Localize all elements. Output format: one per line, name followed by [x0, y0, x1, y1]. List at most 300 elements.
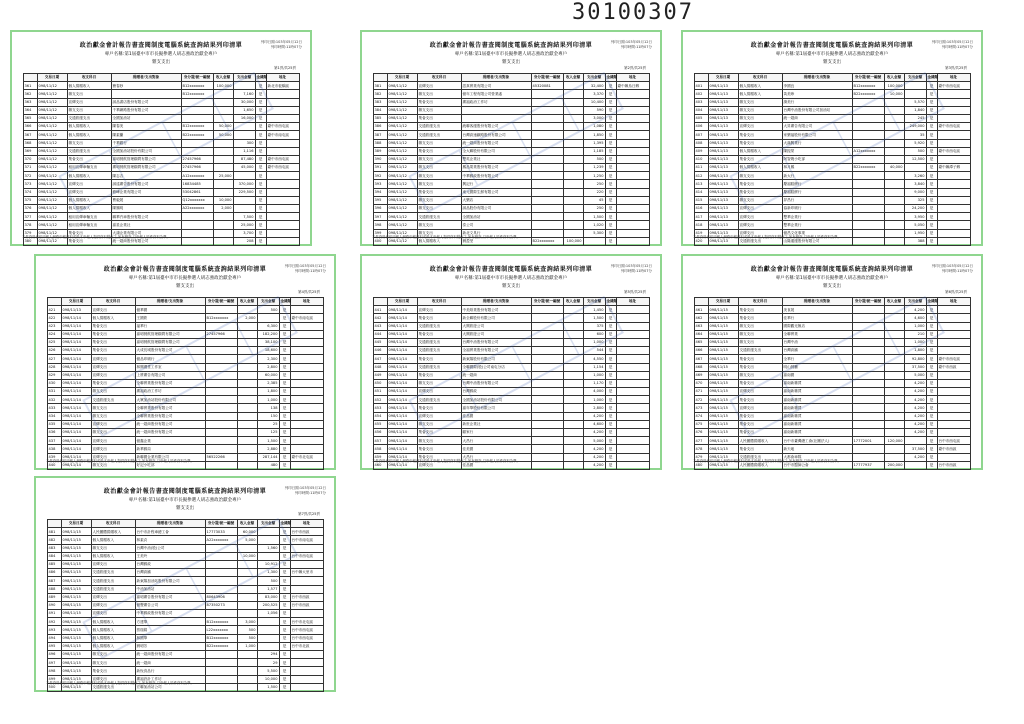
table-cell: 宣傳支出 [738, 213, 782, 221]
table-cell: 098/11/15 [61, 560, 91, 568]
table-cell: 個人捐贈收入 [67, 172, 111, 180]
table-cell: 431 [47, 388, 61, 396]
table-cell: 宣傳支出 [417, 461, 461, 469]
table-cell: 集會支出 [91, 667, 135, 675]
table-cell: 098/11/14 [61, 363, 91, 371]
column-header [694, 298, 708, 306]
table-cell: 393 [373, 180, 387, 188]
table-cell: 463 [694, 322, 708, 330]
table-row [23, 147, 299, 155]
table-cell: 461 [694, 306, 708, 314]
table-cell: 383 [373, 98, 387, 106]
table-cell [937, 131, 970, 139]
table-row [47, 412, 323, 420]
table-cell: 集會支出 [67, 155, 111, 163]
table-cell: 098/11/14 [387, 314, 417, 322]
column-header: 身分證/統一編號 [852, 74, 884, 82]
table-cell: 阿智燒小吃部 [782, 155, 852, 163]
table-cell [181, 237, 213, 245]
table-cell [884, 123, 904, 131]
table-cell: 佳美國 [461, 445, 531, 453]
table-header-row [373, 298, 649, 306]
table-cell [563, 396, 583, 404]
table-cell [616, 363, 649, 371]
table-cell [290, 330, 323, 338]
page-indicator: 第2頁/共25頁 [624, 66, 646, 70]
table-cell: 新世企業社 [461, 420, 531, 428]
table-cell: 大眾加油站股份有限公司 [135, 396, 205, 404]
table-row [373, 355, 649, 363]
table-cell: 098/11/14 [387, 363, 417, 371]
table-cell: 464 [694, 330, 708, 338]
table-cell: 個人捐贈收入 [91, 618, 135, 626]
table-cell: 集會支出 [738, 396, 782, 404]
table-cell: 個人捐贈收入 [67, 123, 111, 131]
table-cell [616, 106, 649, 114]
table-cell: 56522266 [205, 453, 237, 461]
table-cell: 098/11/14 [61, 437, 91, 445]
table-cell [937, 412, 970, 420]
table-cell [237, 404, 257, 412]
table-cell: 臺中縣潭子鄉 [937, 164, 970, 172]
table-cell: 32,400 [583, 82, 605, 90]
table-cell: 集會支出 [417, 188, 461, 196]
table-cell: 87350273 [205, 601, 237, 609]
table-cell: 466 [694, 347, 708, 355]
table-cell: 100,000 [884, 82, 904, 90]
table-cell: 500 [257, 306, 279, 314]
table-cell: B12xxxxxxx [205, 634, 237, 642]
table-cell [852, 306, 884, 314]
table-cell: 098/11/15 [61, 585, 91, 593]
table-cell: 協新印刷行 [782, 205, 852, 213]
table-cell [213, 164, 233, 172]
table-cell: 5,300 [583, 229, 605, 237]
table-cell [904, 437, 926, 445]
table-cell: 220 [583, 188, 605, 196]
table-cell: 428 [47, 363, 61, 371]
table-row [373, 437, 649, 445]
table-cell: 1,500 [583, 213, 605, 221]
table-cell [237, 544, 257, 552]
table-cell: 中油加油站 [135, 585, 205, 593]
table-cell [205, 560, 237, 568]
table-cell: 2,800 [257, 363, 279, 371]
table-cell: 388 [904, 237, 926, 245]
table-cell: 098/11/14 [387, 322, 417, 330]
table-cell [884, 172, 904, 180]
document-number: 30100307 [572, 0, 694, 25]
table-cell: Q12xxxxxxx [181, 196, 213, 204]
table-cell: 廣明餐飲管理顧問有限公司 [111, 164, 181, 172]
table-cell: 361 [23, 82, 37, 90]
table-cell: 2,800 [583, 404, 605, 412]
table-cell: 458 [373, 445, 387, 453]
table-cell: 雜支支出 [738, 338, 782, 346]
table-cell [205, 577, 237, 585]
table-cell: 是 [279, 585, 290, 593]
column-header: 捐贈者/支出對象 [461, 74, 531, 82]
table-cell: 宏聯加油站公司 [135, 683, 205, 691]
column-header: 身分證/統一編號 [205, 520, 237, 528]
table-cell: 宣傳支出 [738, 221, 782, 229]
sheet-subtitle: 專戶名稱:第1屆臺中市市長擬參選人胡志強政治獻金專戶 [454, 276, 568, 281]
table-cell: 325 [904, 196, 926, 204]
table-cell: 4,200 [583, 453, 605, 461]
table-cell: 是 [926, 396, 937, 404]
table-cell: 10,000 [257, 675, 279, 683]
table-cell [852, 420, 884, 428]
table-cell: 406 [694, 123, 708, 131]
table-cell: 交通旅運支出 [67, 147, 111, 155]
table-row [373, 147, 649, 155]
table-cell [884, 114, 904, 122]
table-cell [563, 172, 583, 180]
table-cell: 是 [255, 139, 266, 147]
table-cell: 395 [373, 196, 387, 204]
column-header: 支出金額 [583, 298, 605, 306]
table-cell: 098/11/15 [708, 371, 738, 379]
table-cell: 是 [926, 188, 937, 196]
table-cell: 全國加油站股份有限公司 [111, 147, 181, 155]
table-header-row [23, 74, 299, 82]
table-cell: 中華郵政股份有限公司 [461, 172, 531, 180]
table-cell [181, 114, 213, 122]
table-cell: 宣傳支出 [91, 371, 135, 379]
table-cell [563, 164, 583, 172]
table-cell: 台灣中油(股)公司 [135, 544, 205, 552]
table-cell [233, 82, 255, 90]
table-cell: 500 [904, 147, 926, 155]
table-cell [563, 420, 583, 428]
table-cell [290, 445, 323, 453]
table-cell: 慶福糕餅行 [782, 180, 852, 188]
table-cell: 098/11/15 [708, 445, 738, 453]
table-cell [937, 237, 970, 245]
table-cell: 379 [23, 229, 37, 237]
table-cell [205, 585, 237, 593]
page-indicator: 第3頁/共25頁 [945, 66, 967, 70]
sheet-section: 雜支支出 [152, 60, 170, 65]
print-meta [285, 486, 326, 496]
table-cell: 1,300 [257, 569, 279, 577]
table-cell [237, 683, 257, 691]
table-row [694, 379, 970, 387]
table-row [23, 221, 299, 229]
table-cell [290, 371, 323, 379]
table-cell: 434 [47, 412, 61, 420]
print-time: 列印時間:11時07分 [620, 45, 652, 49]
table-cell: 個人捐贈收入 [91, 536, 135, 544]
table-cell: 雜支支出 [417, 196, 461, 204]
table-row [23, 98, 299, 106]
ledger-table [47, 519, 324, 692]
table-cell: 是 [926, 90, 937, 98]
table-cell: 25,000 [233, 221, 255, 229]
table-cell: 是 [926, 155, 937, 163]
table-cell: 098/11/14 [387, 388, 417, 396]
table-cell [290, 412, 323, 420]
table-cell [181, 147, 213, 155]
table-cell: 098/11/14 [387, 453, 417, 461]
table-row [373, 205, 649, 213]
table-cell: 是 [279, 552, 290, 560]
table-cell: 098/11/12 [37, 147, 67, 155]
table-cell: B12xxxxxxx [181, 82, 213, 90]
table-cell: 宣傳支出 [67, 180, 111, 188]
table-cell [205, 461, 237, 469]
print-time: 列印時間:11時07分 [294, 269, 326, 273]
table-cell [563, 314, 583, 322]
table-cell [237, 388, 257, 396]
table-cell: 雜支支出 [738, 114, 782, 122]
table-cell: 集會支出 [417, 330, 461, 338]
column-header: 收入金額 [884, 298, 904, 306]
table-cell: 365 [23, 114, 37, 122]
table-cell: 457 [373, 437, 387, 445]
table-cell: 集會支出 [67, 229, 111, 237]
table-cell: 林興禮堂工作室 [135, 363, 205, 371]
table-cell: 億華國 [135, 306, 205, 314]
table-row [694, 322, 970, 330]
table-cell: 423 [47, 322, 61, 330]
table-cell: 1,080 [583, 123, 605, 131]
table-cell: 1,154 [583, 363, 605, 371]
table-cell: 1,000 [583, 371, 605, 379]
table-cell: 是 [605, 106, 616, 114]
column-header: 支出金額 [257, 520, 279, 528]
table-cell [852, 155, 884, 163]
column-header: 收支科目 [738, 74, 782, 82]
table-cell: 098/11/14 [387, 306, 417, 314]
table-cell [205, 412, 237, 420]
table-cell: 台灣高鐵 [135, 569, 205, 577]
table-cell [852, 237, 884, 245]
table-cell [531, 164, 563, 172]
table-cell: B22xxxxxxx [852, 90, 884, 98]
table-cell [563, 196, 583, 204]
column-header: 身分證/統一編號 [852, 298, 884, 306]
table-cell: 404 [694, 106, 708, 114]
table-cell: 475 [694, 420, 708, 428]
table-cell: 是 [926, 445, 937, 453]
table-cell [257, 618, 279, 626]
ledger-table [694, 73, 971, 246]
table-cell: 287,144 [257, 453, 279, 461]
table-cell [884, 229, 904, 237]
table-cell: 600 [583, 330, 605, 338]
table-cell: 台中市西屯區 [290, 552, 323, 560]
table-cell: 嘉南國 [782, 371, 852, 379]
table-row [47, 618, 323, 626]
table-cell [266, 172, 299, 180]
table-cell: 租用宣傳車輛支出 [67, 213, 111, 221]
footnote: 本件資料係依申報人網路申報資料或紙本申報人提供資料製作之,如有錯誤,以申報人原件資料為準。 [693, 459, 841, 463]
table-cell: 是 [926, 196, 937, 204]
table-cell [616, 98, 649, 106]
ledger-table [23, 73, 300, 246]
table-cell: 個人捐贈收入 [738, 147, 782, 155]
table-cell: 是 [926, 98, 937, 106]
column-header: 收入金額 [563, 74, 583, 82]
table-row [694, 82, 970, 90]
table-cell: 381 [373, 82, 387, 90]
ledger-table [47, 297, 324, 470]
table-cell: 台中縣大里市 [290, 569, 323, 577]
table-cell: 億豐廣告公司 [135, 601, 205, 609]
table-cell: 92,800 [904, 355, 926, 363]
table-cell: 臺中市南屯區 [290, 314, 323, 322]
table-cell: 是 [605, 114, 616, 122]
column-header [23, 74, 37, 82]
table-cell: 489 [47, 593, 61, 601]
table-cell [937, 347, 970, 355]
table-cell: 台灣中油 [782, 338, 852, 346]
table-cell: 全聯國際(股)公司南屯分店 [461, 363, 531, 371]
table-cell: 482 [47, 536, 61, 544]
table-row [694, 147, 970, 155]
table-cell: 098/11/15 [61, 642, 91, 650]
table-cell: 098/11/12 [37, 237, 67, 245]
table-cell: 集會支出 [738, 363, 782, 371]
table-cell [205, 363, 237, 371]
table-cell [290, 429, 323, 437]
table-cell: 全聯實業股份有限公司 [135, 412, 205, 420]
table-cell: 367 [23, 131, 37, 139]
table-cell: 宣傳支出 [91, 437, 135, 445]
table-cell: 436 [47, 429, 61, 437]
table-cell [852, 355, 884, 363]
table-cell: 098/11/14 [61, 379, 91, 387]
table-cell [616, 371, 649, 379]
table-cell [205, 544, 237, 552]
table-cell [616, 237, 649, 245]
table-cell: 480 [257, 461, 279, 469]
table-cell: 是 [605, 388, 616, 396]
print-date: 列印日期:103年05月12日 [284, 486, 326, 490]
table-cell: 439 [47, 453, 61, 461]
table-cell: 387 [373, 131, 387, 139]
table-cell: 098/11/14 [61, 404, 91, 412]
table-cell: 50,000 [213, 123, 233, 131]
table-cell: 集會支出 [738, 180, 782, 188]
column-header: 收入金額 [213, 74, 233, 82]
table-cell: 交通旅運支出 [417, 213, 461, 221]
table-cell: 是 [605, 347, 616, 355]
table-cell: 125 [257, 429, 279, 437]
table-cell: 465 [694, 338, 708, 346]
table-cell: 是 [279, 338, 290, 346]
table-cell: 098/11/12 [37, 155, 67, 163]
table-cell: 098/11/14 [387, 429, 417, 437]
table-header-row [694, 74, 970, 82]
table-cell: 是 [926, 371, 937, 379]
table-cell: 3,000 [237, 618, 257, 626]
table-cell [237, 322, 257, 330]
table-cell: 468 [694, 363, 708, 371]
table-cell [616, 139, 649, 147]
table-cell: 嘉南新雜貨 [782, 429, 852, 437]
table-cell: 雜支支出 [738, 98, 782, 106]
table-row [373, 322, 649, 330]
table-cell: 098/11/15 [708, 453, 738, 461]
table-cell: 098/11/13 [708, 106, 738, 114]
table-cell: 417 [694, 213, 708, 221]
table-cell: 402 [694, 90, 708, 98]
table-cell: 宣傳支出 [91, 445, 135, 453]
table-cell: 簡春妙 [111, 82, 181, 90]
table-row [23, 131, 299, 139]
table-cell: 鳳品果業股份有限公司 [461, 164, 531, 172]
table-cell: 是 [255, 114, 266, 122]
table-row [694, 221, 970, 229]
table-cell [237, 577, 257, 585]
table-cell [266, 114, 299, 122]
sheet-section: 雜支支出 [502, 60, 520, 65]
table-cell: 宣傳支出 [91, 420, 135, 428]
table-cell: 495 [47, 642, 61, 650]
table-cell: 佳品國 [461, 461, 531, 469]
table-row [23, 205, 299, 213]
table-cell [237, 453, 257, 461]
table-cell: 集會支出 [738, 314, 782, 322]
table-cell: 新全聯股份有限公司 [461, 314, 531, 322]
table-cell: 集會支出 [417, 314, 461, 322]
table-cell: 384 [373, 106, 387, 114]
table-cell: 412 [694, 172, 708, 180]
table-cell [937, 404, 970, 412]
table-row [47, 585, 323, 593]
sheet-section: 雜支支出 [823, 60, 841, 65]
table-cell [266, 139, 299, 147]
table-row [47, 610, 323, 618]
table-cell: 是 [926, 330, 937, 338]
table-cell: 477 [694, 437, 708, 445]
table-cell: 098/11/12 [37, 90, 67, 98]
table-cell: 興記行 [461, 180, 531, 188]
table-cell: 9,000 [904, 188, 926, 196]
table-cell: 10,912 [257, 560, 279, 568]
table-cell [937, 229, 970, 237]
report-sheet [681, 254, 983, 470]
table-cell: 37,500 [904, 445, 926, 453]
table-cell: 集會支出 [417, 114, 461, 122]
table-row [23, 139, 299, 147]
table-cell: 是 [605, 98, 616, 106]
table-cell [237, 601, 257, 609]
table-cell: 是 [926, 388, 937, 396]
table-cell [237, 379, 257, 387]
table-cell: 好記小吃部 [135, 461, 205, 469]
table-cell [563, 379, 583, 387]
table-cell [937, 106, 970, 114]
table-cell: 3,840 [904, 180, 926, 188]
table-cell: 448 [373, 363, 387, 371]
column-header: 交易日期 [387, 74, 417, 82]
table-cell [237, 659, 257, 667]
table-cell: 是 [279, 412, 290, 420]
table-cell: 53042861 [181, 188, 213, 196]
table-cell: 是 [605, 429, 616, 437]
table-cell: 集會支出 [91, 347, 135, 355]
table-cell: 098/11/15 [61, 536, 91, 544]
table-cell [563, 388, 583, 396]
table-cell [937, 188, 970, 196]
column-header: 地址 [290, 520, 323, 528]
table-cell [852, 404, 884, 412]
table-cell: 098/11/15 [61, 659, 91, 667]
table-cell: 83,000 [257, 593, 279, 601]
